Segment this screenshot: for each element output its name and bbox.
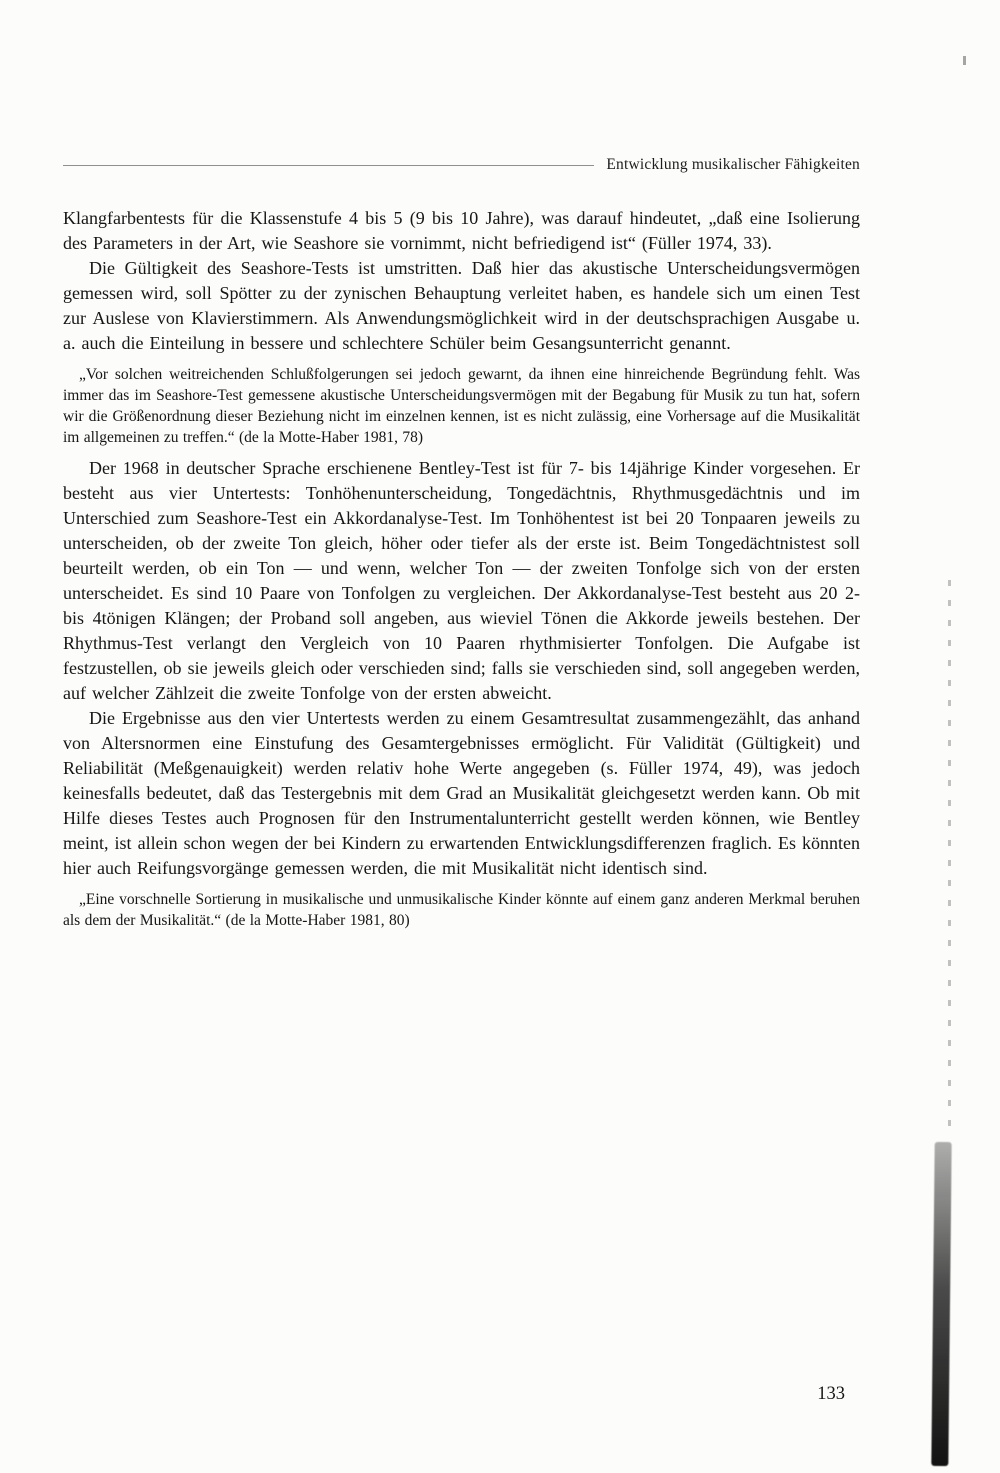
paragraph-ergebnisse: Die Ergebnisse aus den vier Untertests werden zu einem Gesamtresultat zusammengezählt, das anhand von Altersnormen eine Einstufung des Gesamtergebnisses ermöglicht. Für Validität (Gültigkeit) und Reliabilität (Meßgenauigkeit) werden relativ hohe Werte angegeben (s. Füller 1974, 49), was jedoch keinesfalls bedeutet, daß das Testergebnis mit dem Grad an Musikalität gleichgesetzt werden kann. Ob mit Hilfe dieses Testes auch Prognosen für den Instrumentalunterricht gestellt werden können, wie Bentley meint, ist allein schon wegen der bei Kindern zu erwartenden Entwicklungsdifferenzen fraglich. Es könnten hier auch Reifungsvorgänge gemessen werden, die mit Musikalität nicht identisch sind.: [63, 708, 860, 878]
running-header-title: Entwicklung musikalischer Fähigkeiten: [606, 156, 860, 173]
paragraph-bentley-test: Der 1968 in deutscher Sprache erschienene Bentley-Test ist für 7- bis 14jährige Kinder vorgesehen. Er besteht aus vier Untertests: Tonhöhenunterscheidung, Tongedächtnis, Rhythmusgedächtnis und im Unterschied zum Seashore-Test ein Akkordanalyse-Test. Im Tonhöhentest ist bei 20 Tonpaaren jeweils zu unterscheiden, ob der zweite Ton gleich, höher oder tiefer als der erste ist. Beim Tongedächtnistest soll beurteilt werden, ob ein Ton — und wenn, welcher Ton — der zweiten Tonfolge sich von der ersten unterscheidet. Es sind 10 Paare von Tonfolgen zu vergleichen. Der Akkordanalyse-Test besteht aus 20 2- bis 4tönigen Klängen; der Proband soll angeben, aus wieviel Tönen die Akkorde jeweils bestehen. Der Rhythmus-Test verlangt den Vergleich von 10 Paaren rhythmisierter Tonfolgen. Die Aufgabe ist festzustellen, ob sie jeweils gleich oder verschieden sind; falls sie verschieden sind, soll angegeben werden, auf welcher Zählzeit die zweite Tonfolge von der ersten abweicht.: [63, 458, 860, 703]
blockquote-motte-haber-80: „Eine vorschnelle Sortierung in musikalische und unmusikalische Kinder könnte auf einem ganz anderen Merkmal beruhen als dem der Musikalität.“ (de la Motte-Haber 1981, 80): [63, 891, 860, 929]
header-rule: [63, 165, 594, 166]
paragraph-gueltigkeit-seashore: Die Gültigkeit des Seashore-Tests ist umstritten. Daß hier das akustische Unterscheidungsvermögen gemessen wird, soll Spötter zu der zynischen Behauptung verleitet haben, es handele sich um einen Test zur Auslese von Klavierstimmern. Als Anwendungsmöglichkeit wird in der deutschsprachigen Ausgabe u. a. auch die Einteilung in bessere und schlechtere Schüler beim Gesangsunterricht genannt.: [63, 258, 860, 353]
page-number: 133: [817, 1384, 845, 1404]
scan-artifact-streak: [948, 580, 951, 1140]
blockquote-motte-haber-78: „Vor solchen weitreichenden Schlußfolgerungen sei jedoch gewarnt, da ihnen eine hinreichende Begründung fehlt. Was immer das im Seashore-Test gemessene akustische Unterscheidungsvermögen mit der Begabung für Musik zu tun hat, sofern wir die Größenordnung dieser Beziehung nicht im einzelnen kennen, ist es nicht zulässig, eine Vorhersage auf die Musikalität im allgemeinen zu treffen.“ (de la Motte-Haber 1981, 78): [63, 366, 860, 446]
running-header-row: [63, 156, 860, 174]
paragraph-klangfarbentests: Klangfarbentests für die Klassenstufe 4 bis 5 (9 bis 10 Jahre), was darauf hindeutet, „daß eine Isolierung des Parameters in der Art, wie Seashore sie vornimmt, nicht befriedigend ist“ (Füller 1974, 33).: [63, 208, 860, 253]
scan-artifact-dot: [963, 56, 966, 65]
text-column: [63, 156, 860, 939]
scan-artifact-binding-smudge: [931, 1142, 951, 1466]
